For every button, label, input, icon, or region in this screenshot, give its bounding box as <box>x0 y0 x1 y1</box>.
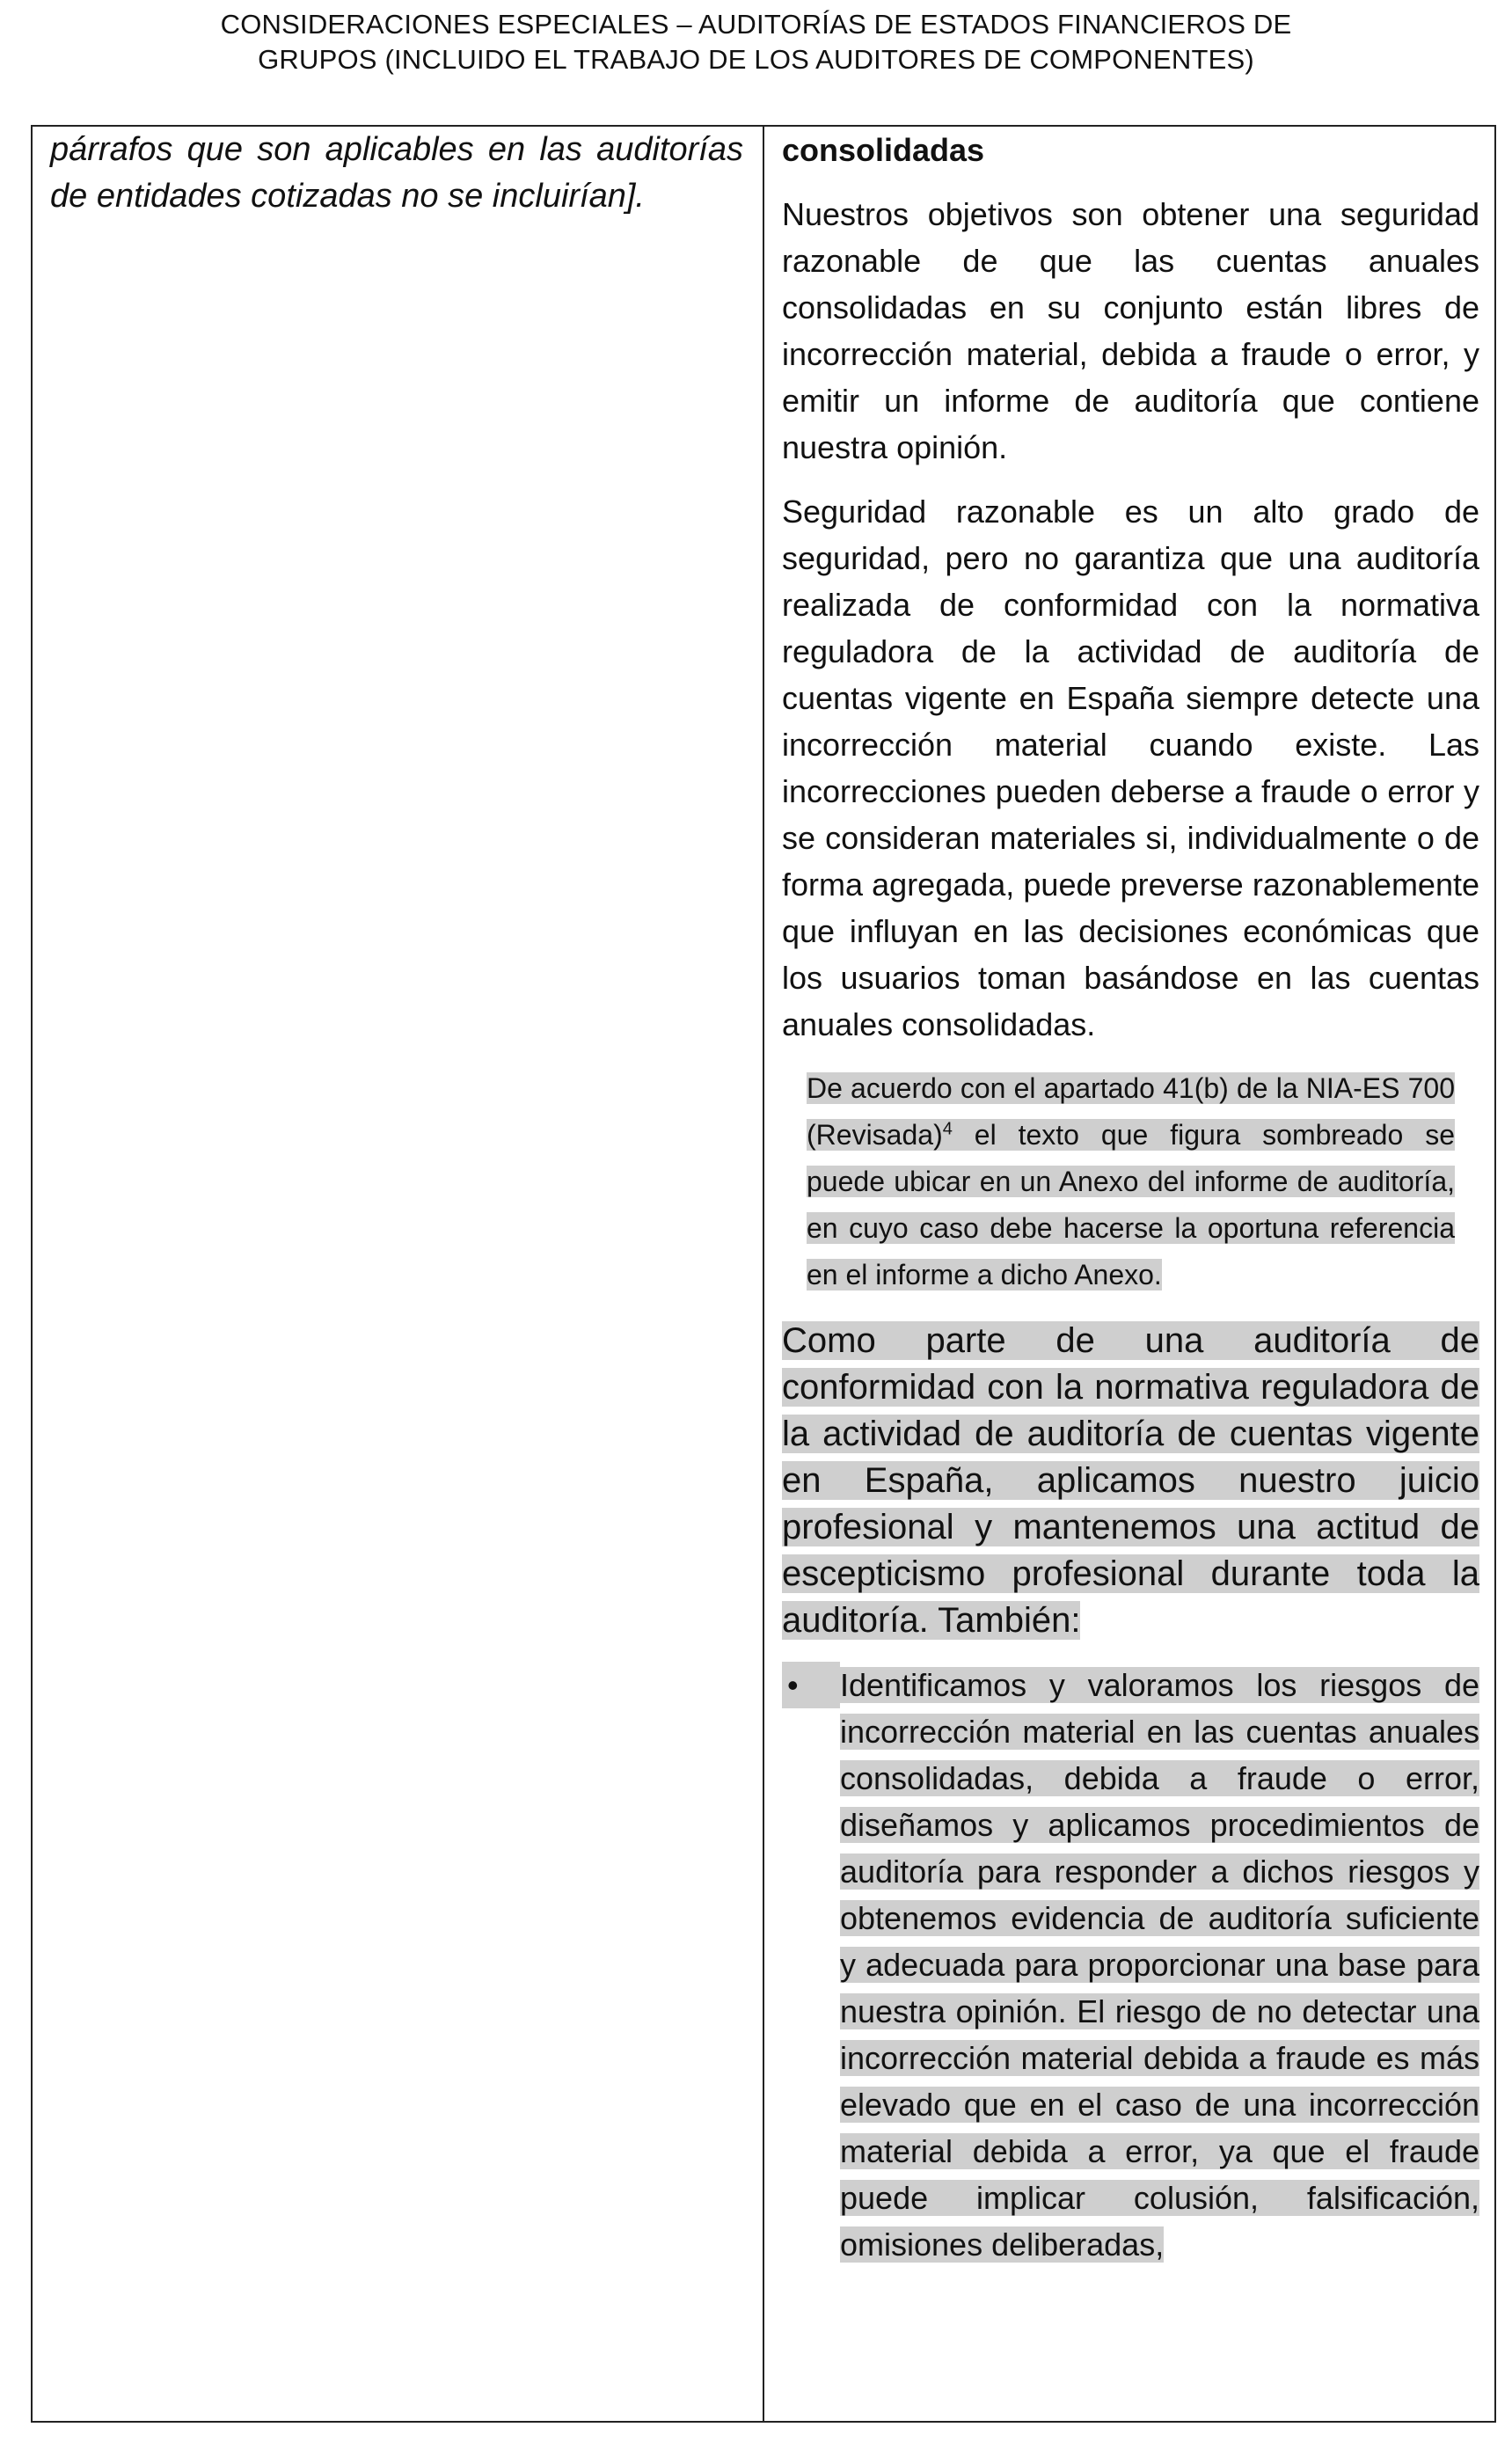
footnote-reference: 4 <box>942 1119 953 1139</box>
shading-note <box>807 1065 1455 1298</box>
heading-fragment: consolidadas <box>782 132 985 168</box>
left-column-text: párrafos que son aplicables en las auditorías de entidades cotizadas no se incluirían]. <box>50 131 743 215</box>
note-text: De acuerdo con el apartado 41(b) de la NIA-ES 700 (Revisada) <box>807 1072 1455 1151</box>
list-item-text: Identificamos y valoramos los riesgos de incorrección material en las cuentas anuales consolidadas, debida a fraude o error, diseñamos y aplicamos procedimientos de auditoría para responder a dichos riesgos y obtenemos evidencia de auditoría suficiente y adecuada para proporcionar una base para nuestra opinión. El riesgo de no detectar una incorrección material debida a fraude es más elevado que en el caso de una incorrección material debida a error, ya que el fraude puede implicar colusión, falsificación, omisiones deliberadas, <box>840 1667 1479 2263</box>
reasonable-assurance-paragraph: Seguridad razonable es un alto grado de seguridad, pero no garantiza que una auditoría realizada de conformidad con la normativa reguladora de la actividad de auditoría de cuentas vigente en España siempre detecte una incorrección material cuando existe. Las incorrecciones pueden deberse a fraude o error y se consideran materiales si, individualmente o de forma agregada, puede preverse razonablemente que influyan en las decisiones económicas que los usuarios toman basándose en las cuentas anuales consolidadas. <box>782 494 1479 1042</box>
list-item <box>782 1662 1479 2268</box>
note-text-continued: el texto que figura sombreado se puede ubicar en un Anexo del informe de auditoría, en cuyo caso debe hacerse la oportuna referencia en el informe a dicho Anexo. <box>807 1119 1455 1290</box>
right-column <box>782 127 1479 2268</box>
professional-judgment-text: Como parte de una auditoría de conformidad con la normativa reguladora de la actividad de auditoría de cuentas vigente en España, aplicamos nuestro juicio profesional y mantenemos una actitud de escepticismo profesional durante toda la auditoría. También: <box>782 1321 1479 1640</box>
bullet-icon: • <box>782 1662 840 1708</box>
report-table <box>31 125 1496 2423</box>
column-divider <box>763 127 764 2421</box>
page-header <box>0 7 1512 77</box>
professional-judgment-paragraph <box>782 1318 1479 1644</box>
responsibilities-list <box>782 1662 1479 2268</box>
objectives-paragraph: Nuestros objetivos son obtener una seguridad razonable de que las cuentas anuales consolidadas en su conjunto están libres de incorrección material, debida a fraude o error, y emitir un informe de auditoría que contiene nuestra opinión. <box>782 196 1479 465</box>
header-line-1: CONSIDERACIONES ESPECIALES – AUDITORÍAS DE ESTADOS FINANCIEROS DE <box>220 9 1292 40</box>
header-line-2: GRUPOS (INCLUIDO EL TRABAJO DE LOS AUDITORES DE COMPONENTES) <box>258 44 1254 75</box>
left-column <box>50 127 743 220</box>
